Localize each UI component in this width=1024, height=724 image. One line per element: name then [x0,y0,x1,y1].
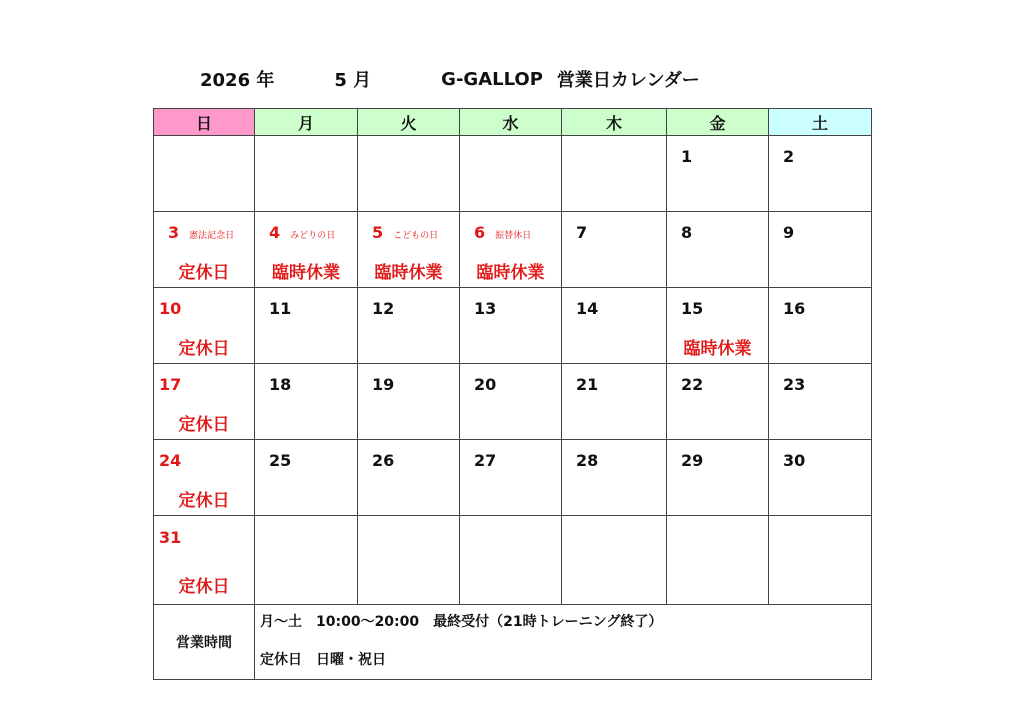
day-cell [769,364,872,440]
day-cell [460,440,562,516]
day-cell [667,516,769,605]
day-number: 28 [576,451,599,470]
day-cell [562,364,667,440]
day-cell [667,136,769,212]
day-cell [667,364,769,440]
day-number-text: 6 [474,223,486,242]
weekday-sat: 土 [769,109,872,136]
day-number: 24 [159,451,182,470]
day-number [474,223,531,242]
day-cell [460,212,562,288]
holiday-name: こどもの日 [393,231,439,241]
day-cell [460,516,562,605]
day-number: 14 [576,299,599,318]
temporary-closure-label: 臨時休業 [683,339,752,359]
business-hours-line: 月～土 10:00～20:00 最終受付（21時トレーニング終了） [260,614,663,630]
week-row [154,288,872,364]
day-number: 30 [783,451,806,470]
day-number: 13 [474,299,497,318]
closed-days-line: 定休日 日曜・祝日 [260,652,386,668]
title-month: 5 月 [334,70,372,91]
day-cell [154,364,255,440]
week-row [154,516,872,605]
day-number: 20 [474,375,497,394]
day-cell [154,136,255,212]
day-number: 1 [681,147,693,166]
day-cell [358,212,460,288]
day-cell [460,136,562,212]
day-number [269,223,335,242]
weekday-header-row [154,109,872,136]
day-cell [769,212,872,288]
day-number: 22 [681,375,704,394]
day-number: 15 [681,299,704,318]
day-cell [255,288,358,364]
day-cell [769,136,872,212]
day-number: 7 [576,223,588,242]
day-cell [255,364,358,440]
day-cell [255,516,358,605]
day-cell [769,440,872,516]
day-number [372,223,438,242]
business-calendar [153,108,872,680]
day-number: 31 [159,528,182,547]
day-cell [562,288,667,364]
day-number: 25 [269,451,292,470]
title-company: G-GALLOP [441,68,543,90]
weekday-thu: 木 [562,109,667,136]
day-cell [255,440,358,516]
day-cell [667,440,769,516]
weekday-wed: 水 [460,109,562,136]
holiday-name: 振替休日 [495,231,532,241]
day-cell [562,440,667,516]
day-cell [154,288,255,364]
day-number: 18 [269,375,292,394]
day-cell [460,288,562,364]
weekday-tue: 火 [358,109,460,136]
day-number: 23 [783,375,806,394]
week-row [154,364,872,440]
day-cell [255,212,358,288]
temporary-closure-label: 臨時休業 [272,263,340,283]
weekday-fri: 金 [667,109,769,136]
day-cell [358,288,460,364]
holiday-name: 憲法記念日 [189,231,235,241]
day-cell [562,516,667,605]
day-cell [562,212,667,288]
day-cell [154,516,255,605]
day-number: 11 [269,299,292,318]
day-number: 17 [159,375,182,394]
day-cell [667,212,769,288]
business-hours-info [255,605,872,680]
day-cell [667,288,769,364]
temporary-closure-label: 臨時休業 [476,263,545,283]
weekday-sun: 日 [154,109,255,136]
day-number: 2 [783,147,795,166]
day-number [168,223,234,242]
closed-day-label: 定休日 [178,263,230,283]
day-cell [255,136,358,212]
day-number: 19 [372,375,395,394]
week-row [154,440,872,516]
title-year: 2026 年 [200,70,275,91]
closed-day-label: 定休日 [178,491,230,511]
day-number: 29 [681,451,704,470]
day-cell [358,136,460,212]
day-cell [154,440,255,516]
title-text: 営業日カレンダー [556,70,700,91]
day-number-text: 4 [269,223,281,242]
week-row [154,212,872,288]
day-cell [154,212,255,288]
day-cell [769,516,872,605]
temporary-closure-label: 臨時休業 [374,263,443,283]
day-number: 9 [783,223,795,242]
day-number-text: 5 [372,223,384,242]
week-row [154,136,872,212]
holiday-name: みどりの日 [290,231,336,241]
day-number-text: 3 [168,223,180,242]
day-cell [358,440,460,516]
day-number: 8 [681,223,693,242]
closed-day-label: 定休日 [178,339,230,359]
closed-day-label: 定休日 [178,415,230,435]
calendar-title [200,66,700,92]
business-hours-label: 営業時間 [154,605,255,680]
day-number: 16 [783,299,806,318]
day-cell [769,288,872,364]
closed-day-label: 定休日 [178,577,230,597]
day-number: 12 [372,299,395,318]
day-number: 26 [372,451,395,470]
day-number: 27 [474,451,497,470]
business-hours-row [154,605,872,680]
day-number: 21 [576,375,599,394]
day-number: 10 [159,299,182,318]
weekday-mon: 月 [255,109,358,136]
day-cell [358,516,460,605]
day-cell [358,364,460,440]
day-cell [562,136,667,212]
day-cell [460,364,562,440]
